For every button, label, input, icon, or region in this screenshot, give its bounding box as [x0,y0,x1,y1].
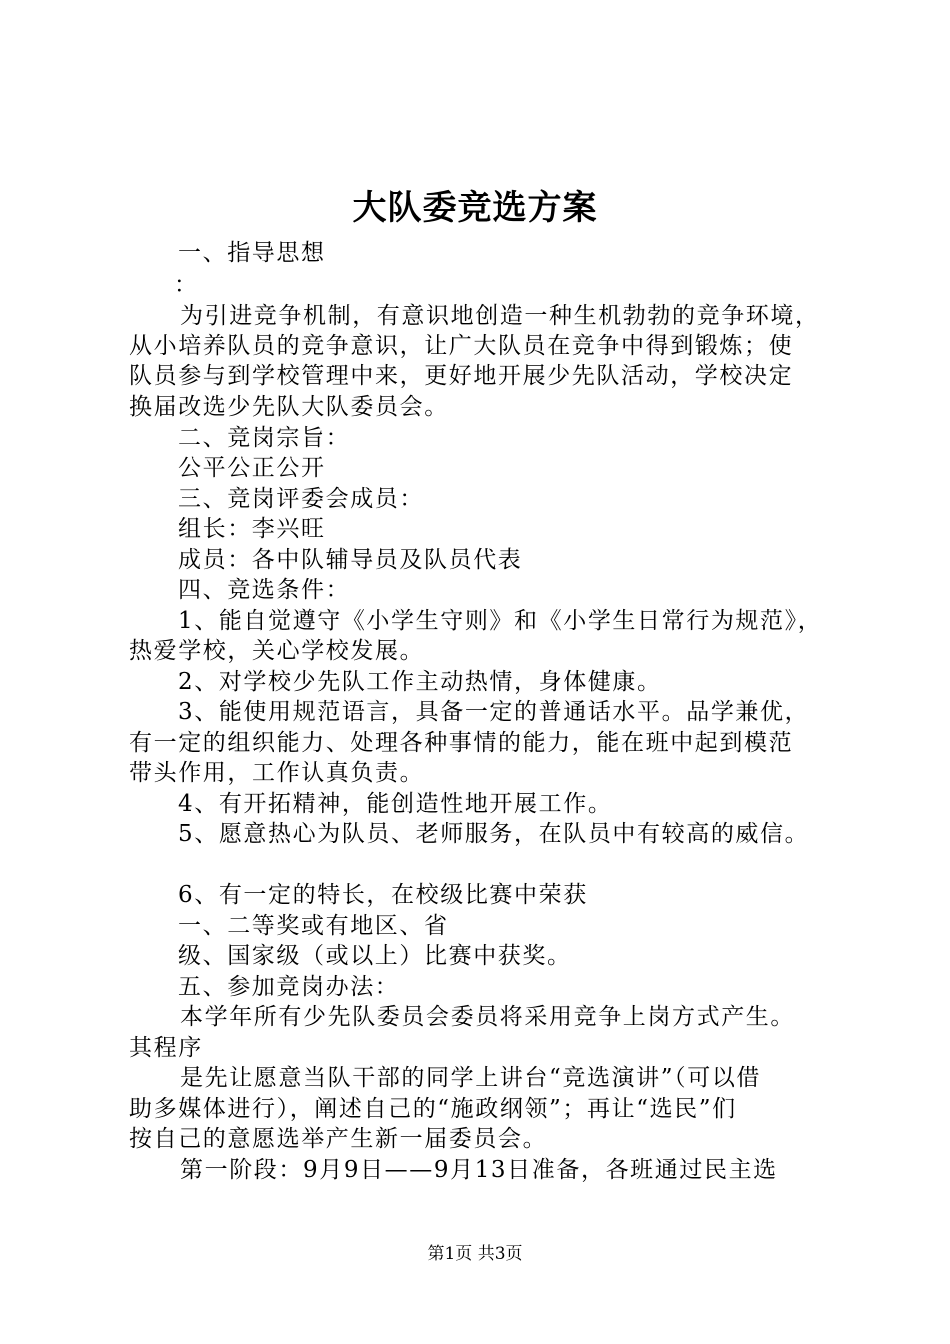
section-heading-purpose: 二、竞岗宗旨： [178,425,351,451]
section-heading-guiding-thought: 一、指导思想 [178,240,326,266]
paragraph-line: 其程序 [129,1035,203,1061]
paragraph-line: 换届改选少先队大队委员会。 [129,394,449,420]
paragraph-line: 为引进竞争机制，有意识地创造一种生机勃勃的竞争环境， [180,303,820,329]
paragraph-line: 助多媒体进行），阐述自己的“施政纲领”；再让“选民”们 [129,1096,737,1122]
paragraph-line: 第一阶段：9月9日——9月13日准备，各班通过民主选 [180,1157,778,1183]
paragraph-line: 按自己的意愿选举产生新一届委员会。 [129,1126,548,1152]
paragraph-line: 一、二等奖或有地区、省 [178,913,449,939]
paragraph-line: 从小培养队员的竞争意识，让广大队员在竞争中得到锻炼；使 [129,333,794,359]
colon-line: ： [174,272,199,298]
section-heading-committee: 三、竞岗评委会成员： [178,486,424,512]
paragraph-line: 公平公正公开 [178,455,326,481]
section-heading-method: 五、参加竞岗办法： [178,974,400,1000]
paragraph-line: 组长：李兴旺 [178,516,326,542]
paragraph-line: 队员参与到学校管理中来，更好地开展少先队活动，学校决定 [129,363,794,389]
section-heading-conditions: 四、竞选条件： [178,577,351,603]
paragraph-line: 3、能使用规范语言，具备一定的普通话水平。品学兼优， [178,699,810,725]
paragraph-line: 4、有开拓精神，能创造性地开展工作。 [178,791,613,817]
paragraph-line: 本学年所有少先队委员会委员将采用竞争上岗方式产生。 [180,1004,795,1030]
paragraph-line: 热爱学校，关心学校发展。 [129,638,425,664]
paragraph-line: 是先让愿意当队干部的同学上讲台“竞选演讲”（可以借 [180,1065,762,1091]
paragraph-line: 2、对学校少先队工作主动热情，身体健康。 [178,669,662,695]
paragraph-line: 成员：各中队辅导员及队员代表 [178,547,523,573]
document-title: 大队委竞选方案 [352,188,598,228]
paragraph-line: 6、有一定的特长，在校级比赛中荣获 [178,882,588,908]
paragraph-line: 带头作用，工作认真负责。 [129,760,425,786]
page-footer: 第1页 共3页 [427,1244,523,1264]
paragraph-line: 有一定的组织能力、处理各种事情的能力，能在班中起到模范 [129,730,794,756]
paragraph-line: 级、国家级（或以上）比赛中获奖。 [178,943,572,969]
paragraph-line: 1、能自觉遵守《小学生守则》和《小学生日常行为规范》， [178,608,823,634]
paragraph-line: 5、愿意热心为队员、老师服务，在队员中有较高的威信。 [178,821,810,847]
